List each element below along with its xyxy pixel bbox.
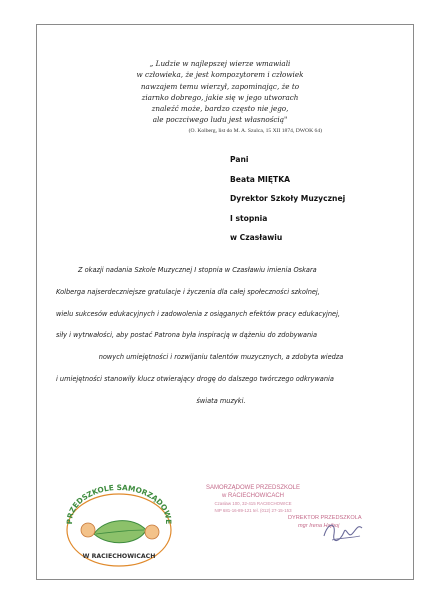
quote-line: znaleźć może, bardzo często nie jego, [151, 104, 289, 114]
stamp-line: Czasław 100, 32-415 RACIECHOWICE [214, 501, 292, 506]
quote-source: (O. Kolberg, list do M. A. Szulca, 15 XII 1874, DWOK 64) [188, 128, 322, 134]
body-line: i umiejętności stanowiły klucz otwierający drogę do dalszego twórczego odkrywania [56, 374, 334, 383]
quote-line: nawzajem temu wierzył, zapominając, że to [140, 81, 300, 91]
addressee-line: Pani [230, 155, 249, 164]
director-name: mgr Irena Hajboj [298, 523, 340, 529]
body-line: Z okazji nadania Szkole Muzycznej I stopnia w Czasławiu imienia Oskara [78, 266, 317, 274]
addressee-block [230, 154, 410, 252]
body-line: nowych umiejętności i rozwijaniu talentów muzycznych, a zdobyta wiedza [98, 353, 344, 362]
logo-top-text: PRZEDSZKOLE SAMORZĄDOWE [64, 482, 174, 525]
letter-body [56, 264, 386, 417]
kindergarten-logo [60, 478, 178, 574]
quote-line: w człowieka, że jest kompozytorem i człowiek [136, 70, 304, 80]
quote-line: ale poczciwego ludu jest własnością" [152, 115, 288, 125]
child-face-icon [145, 525, 159, 539]
body-line: wielu sukcesów edukacyjnych i zadowolenia z osiąganych efektów pracy edukacyjnej, [56, 309, 341, 318]
signature-icon [318, 516, 368, 550]
stamp-line: w RACIECHOWICACH [221, 493, 284, 499]
stamp-line: SAMORZĄDOWE PRZEDSZKOLE [205, 485, 300, 491]
quote-line: „ Ludzie w najlepszej wierze wmawiali [149, 59, 291, 68]
logo-bottom-text: W RACIECHOWICACH [82, 553, 156, 560]
body-line: Kolberga najserdeczniejsze gratulacje i życzenia dla całej społeczności szkolnej, [56, 287, 320, 296]
body-line: świata muzyki. [196, 396, 246, 405]
quote-block [120, 58, 320, 126]
stamp-line: NIP 681-16-89-121 tel. (012) 27-15-153 [214, 508, 292, 513]
child-face-icon [81, 523, 95, 537]
addressee-line: w Czasławiu [230, 233, 283, 242]
addressee-line: Beata MIĘTKA [230, 174, 290, 184]
institution-stamp [188, 484, 318, 514]
quote-line: ziarnko dobrego, jakie się w jego utworach [141, 92, 299, 102]
addressee-line: I stopnia [230, 213, 268, 223]
addressee-line: Dyrektor Szkoły Muzycznej [230, 194, 346, 203]
body-line: siły i wytrwałości, aby postać Patrona była inspiracją w dążeniu do zdobywania [56, 331, 318, 340]
director-title: DYREKTOR PRZEDSZKOLA [288, 515, 362, 521]
